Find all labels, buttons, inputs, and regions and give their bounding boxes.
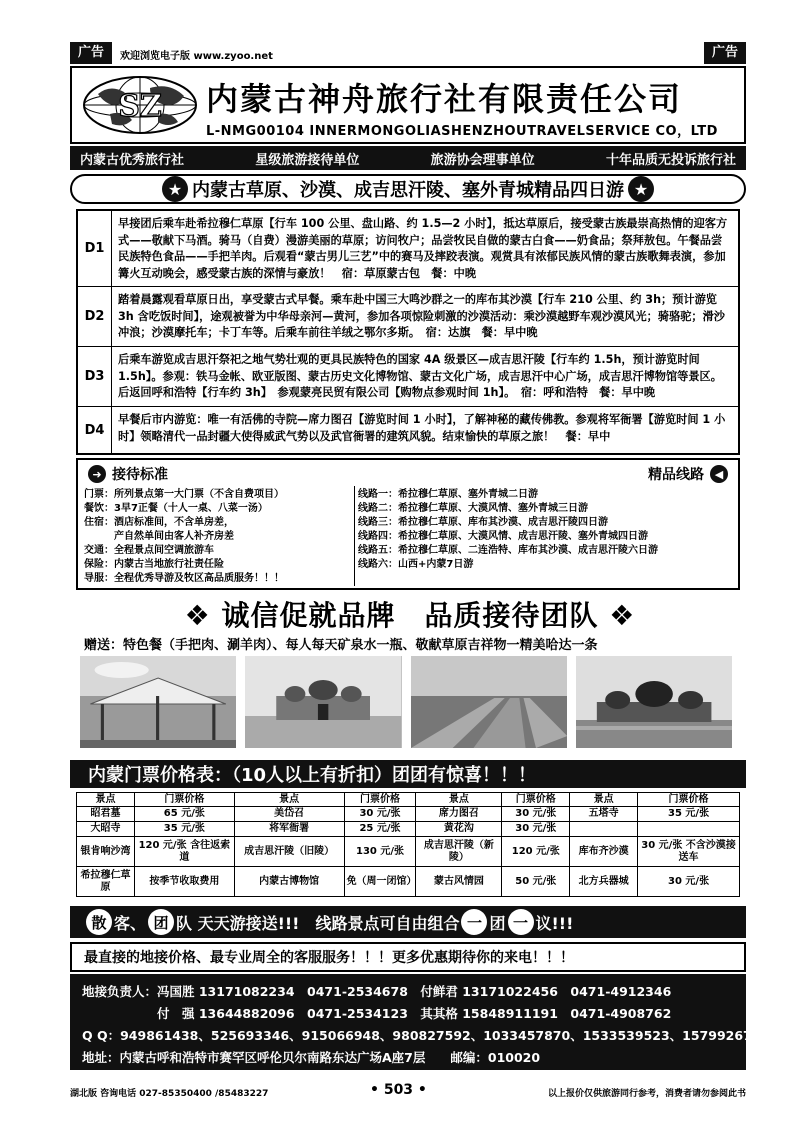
banner-text: 客、 xyxy=(114,913,147,933)
badge-4: 十年品质无投诉旅行社 xyxy=(605,152,736,168)
list-item: 保险：内蒙古当地旅行社责任险 xyxy=(84,559,224,570)
page-number: • 503 • xyxy=(370,1082,427,1098)
price-table-heading: 内蒙门票价格表：（10人以上有折扣）团团有惊喜！！！ xyxy=(70,760,746,788)
col-header: 门票价格 xyxy=(502,793,570,807)
footer-right: 以上报价仅供旅游同行参考，消费者请勿参阅此书 xyxy=(547,1089,746,1099)
list-item: 交通：全程景点间空调旅游车 xyxy=(84,545,214,556)
table-row xyxy=(77,837,740,867)
contact-panel xyxy=(70,974,770,1070)
gift-line: 赠送：特色餐（手把肉、涮羊肉）、每人每天矿泉水一瓶、敬献草原吉祥物一精美哈达一条 xyxy=(84,638,598,653)
badge-1: 内蒙古优秀旅行社 xyxy=(80,152,185,168)
table-cell xyxy=(570,822,638,837)
standards-heading xyxy=(82,464,168,484)
badge-3: 旅游协会理事单位 xyxy=(430,152,535,168)
circle-char: 一 xyxy=(461,909,487,935)
col-header: 门票价格 xyxy=(344,793,416,807)
table-cell: 免（周一闭馆） xyxy=(344,867,416,897)
table-header-row xyxy=(77,793,740,807)
logo-letters: SZ xyxy=(118,89,162,124)
table-cell: 120 元/张 xyxy=(502,837,570,867)
col-header: 景点 xyxy=(77,793,135,807)
star-icon: ★ xyxy=(628,176,654,202)
list-item: 产自然单间由客人补齐房差 xyxy=(84,531,234,542)
photo-temple-gate xyxy=(245,656,401,748)
column-divider xyxy=(354,486,355,586)
page-footer xyxy=(70,1082,746,1102)
arrow-right-icon: ➜ xyxy=(88,465,106,483)
circle-char: 一 xyxy=(508,909,534,935)
list-item: 餐饮：3早7正餐（十人一桌、八菜一汤） xyxy=(84,503,268,514)
table-cell: 将军衙署 xyxy=(234,822,344,837)
routes-heading-text: 精品线路 xyxy=(648,467,704,483)
itinerary-table xyxy=(76,209,740,455)
table-cell: 五塔寺 xyxy=(570,807,638,822)
company-header xyxy=(70,66,746,144)
contact-line-2[interactable]: 付 强 13644882096 0471-2534123 其其格 15848911191 0471-4908762 xyxy=(82,1006,672,1021)
itinerary-row xyxy=(78,407,738,453)
day-text: 后乘车游览成吉思汗祭祀之地气势壮观的更具民族特色的国家 4A 级景区—成吉思汗陵【行车约 1.5h，预计游览时间 1.5h】。参观：铁马金帐、欧亚版图、蒙古历史文化博物馆、蒙古文化广场，成吉思汗中心广场，成吉思汗博物馆等景区。后返回呼和浩特【行车约 3h】 参观蒙亮民贸有限公司【购物点参观时间 1h】。 宿：呼和浩特 餐：早中晚 xyxy=(118,353,722,399)
table-cell: 120 元/张 含往返索道 xyxy=(134,837,234,867)
star-icon: ★ xyxy=(162,176,188,202)
ad-tag-left: 广告 xyxy=(70,42,112,64)
slogan: ❖ 诚信促就品牌 品质接待团队 ❖ xyxy=(184,599,636,632)
contact-line-1[interactable]: 地接负责人：冯国胜 13171082234 0471-2534678 付鲜君 13171022456 0471-4912346 xyxy=(82,984,672,999)
table-cell: 内蒙古博物馆 xyxy=(234,867,344,897)
site-tagline[interactable]: 欢迎浏览电子版 www.zyoo.net xyxy=(120,51,273,62)
list-item: 门票：所列景点第一大门票（不含自费项目） xyxy=(84,489,284,500)
list-item: 线路二：希拉穆仁草原、大漠风情、塞外青城三日游 xyxy=(358,503,588,514)
day-text: 踏着晨露观看草原日出，享受蒙古式早餐。乘车赴中国三大鸣沙群之一的库布其沙漠【行车 210 公里、约 3h；预计游览 3h 含吃饭时间】，途观被誉为中华母亲河—黄河，参加各项惊险刺激的沙漠活动：乘沙漠越野车观沙漠风光；骑骆驼；滑沙冲浪；沙漠摩托车；卡丁车等。后乘车前往羊绒之鄂尔多斯。 宿：达旗 餐：早中晚 xyxy=(118,293,725,339)
table-cell: 成吉思汗陵（新陵） xyxy=(416,837,502,867)
day-label: D4 xyxy=(78,407,112,453)
table-cell: 成吉思汗陵（旧陵） xyxy=(234,837,344,867)
table-cell: 北方兵器城 xyxy=(570,867,638,897)
itinerary-row xyxy=(78,347,738,407)
day-text: 早餐后市内游览：唯一有活佛的寺院—席力图召【游览时间 1 小时】，了解神秘的藏传佛教。参观将军衙署【游览时间 1 小时】领略清代一品封疆大使得威武气势以及武官衙署的建筑风貌。结束愉快的草原之旅！ 餐：早中 xyxy=(118,413,726,443)
ticket-price-table xyxy=(76,792,740,897)
tour-title-text: 内蒙古草原、沙漠、成吉思汗陵、塞外青城精品四日游 xyxy=(192,180,624,201)
service-banner: 最直接的地接价格、最专业周全的客服服务！！！更多优惠期待你的来电！！！ xyxy=(70,942,746,972)
banner-text: 队 天天游接送!!! 线路景点可自由组合 xyxy=(176,913,460,933)
day-label: D1 xyxy=(78,211,112,286)
circle-char: 团 xyxy=(148,909,174,935)
banner-text: 议!!! xyxy=(535,913,574,933)
day-label: D2 xyxy=(78,287,112,346)
top-bar xyxy=(70,42,746,64)
routes-heading xyxy=(648,464,734,484)
globe-logo-icon xyxy=(80,74,200,136)
photo-strip xyxy=(80,656,732,748)
table-cell: 银肯响沙湾 xyxy=(77,837,135,867)
qq-line[interactable]: Q Q：949861438、525693346、915066948、980827592、1033457870、1533539523、1579926794 xyxy=(82,1028,770,1043)
table-row xyxy=(77,867,740,897)
col-header: 门票价格 xyxy=(638,793,740,807)
photo-mausoleum xyxy=(576,656,732,748)
list-item: 线路四：希拉穆仁草原、大漠风情、成吉思汗陵、塞外青城四日游 xyxy=(358,531,648,542)
standards-list xyxy=(84,488,362,586)
table-row xyxy=(77,807,740,822)
list-item: 线路三：希拉穆仁草原、库布其沙漠、成吉思汗陵四日游 xyxy=(358,517,608,528)
list-item: 线路五：希拉穆仁草原、二连浩特、库布其沙漠、成吉思汗陵六日游 xyxy=(358,545,658,556)
address-line: 地址：内蒙古呼和浩特市赛罕区呼伦贝尔南路东达广场A座7层 邮编：010020 xyxy=(82,1050,541,1065)
table-cell: 30 元/张 xyxy=(502,822,570,837)
col-header: 景点 xyxy=(570,793,638,807)
day-label: D3 xyxy=(78,347,112,406)
col-header: 门票价格 xyxy=(134,793,234,807)
ad-tag-right: 广告 xyxy=(704,42,746,64)
table-cell: 35 元/张 xyxy=(638,807,740,822)
table-cell: 希拉穆仁草原 xyxy=(77,867,135,897)
table-cell: 30 元/张 xyxy=(638,867,740,897)
pickup-banner xyxy=(70,906,746,938)
table-cell: 蒙古风情园 xyxy=(416,867,502,897)
table-cell: 大昭寺 xyxy=(77,822,135,837)
table-cell: 昭君墓 xyxy=(77,807,135,822)
table-cell: 35 元/张 xyxy=(134,822,234,837)
banner-text: 团 xyxy=(489,913,506,933)
list-item: 导服：全程优秀导游及牧区高品质服务！！！ xyxy=(84,573,284,584)
table-cell: 30 元/张 不含沙漠接送车 xyxy=(638,837,740,867)
company-name: 内蒙古神舟旅行社有限责任公司 xyxy=(206,80,683,118)
table-cell: 50 元/张 xyxy=(502,867,570,897)
tour-title xyxy=(70,174,746,204)
list-item: 住宿：酒店标准间，不含单房差， xyxy=(84,517,234,528)
table-cell: 席力图召 xyxy=(416,807,502,822)
table-cell: 65 元/张 xyxy=(134,807,234,822)
company-name-english: L-NMG00104 INNERMONGOLIASHENZHOUTRAVELSERVICE CO，LTD xyxy=(206,124,718,139)
col-header: 景点 xyxy=(234,793,344,807)
day-text: 早接团后乘车赴希拉穆仁草原【行车 100 公里、盘山路、约 1.5—2 小时】，抵达草原后，接受蒙古族最崇高热情的迎客方式——敬献下马酒。骑马（自费）漫游美丽的草原；访问牧户；品尝牧民自做的蒙古白食——奶食品；祭拜敖包。午餐品尝民族特色食品——手把羊肉。后观看“蒙古男儿三艺”中的赛马及摔跤表演。观赏具有浓郁民族风情的蒙古族歌舞表演，参加篝火互动晚会，感受蒙古族的深情与豪放！ 宿：草原蒙古包 餐：中晚 xyxy=(118,217,728,280)
list-item: 线路六：山西+内蒙7日游 xyxy=(358,559,474,570)
table-cell: 30 元/张 xyxy=(344,807,416,822)
table-cell: 25 元/张 xyxy=(344,822,416,837)
itinerary-row xyxy=(78,287,738,347)
arrow-left-icon: ◀ xyxy=(710,465,728,483)
col-header: 景点 xyxy=(416,793,502,807)
table-cell: 美岱召 xyxy=(234,807,344,822)
table-row xyxy=(77,822,740,837)
routes-list xyxy=(358,488,738,572)
table-cell: 按季节收取费用 xyxy=(134,867,234,897)
table-cell: 130 元/张 xyxy=(344,837,416,867)
circle-char: 散 xyxy=(86,909,112,935)
itinerary-row xyxy=(78,211,738,287)
footer-left: 湖北版 咨询电话 027-85350400 /85483227 xyxy=(70,1089,269,1099)
photo-canopy xyxy=(80,656,236,748)
credentials-bar xyxy=(70,146,746,170)
standards-and-routes xyxy=(76,458,740,590)
table-cell xyxy=(638,822,740,837)
list-item: 线路一：希拉穆仁草原、塞外青城二日游 xyxy=(358,489,538,500)
photo-grassland-road xyxy=(411,656,567,748)
table-cell: 30 元/张 xyxy=(502,807,570,822)
table-cell: 黄花沟 xyxy=(416,822,502,837)
badge-2: 星级旅游接待单位 xyxy=(255,152,360,168)
standards-heading-text: 接待标准 xyxy=(112,467,168,483)
table-cell: 库布齐沙漠 xyxy=(570,837,638,867)
